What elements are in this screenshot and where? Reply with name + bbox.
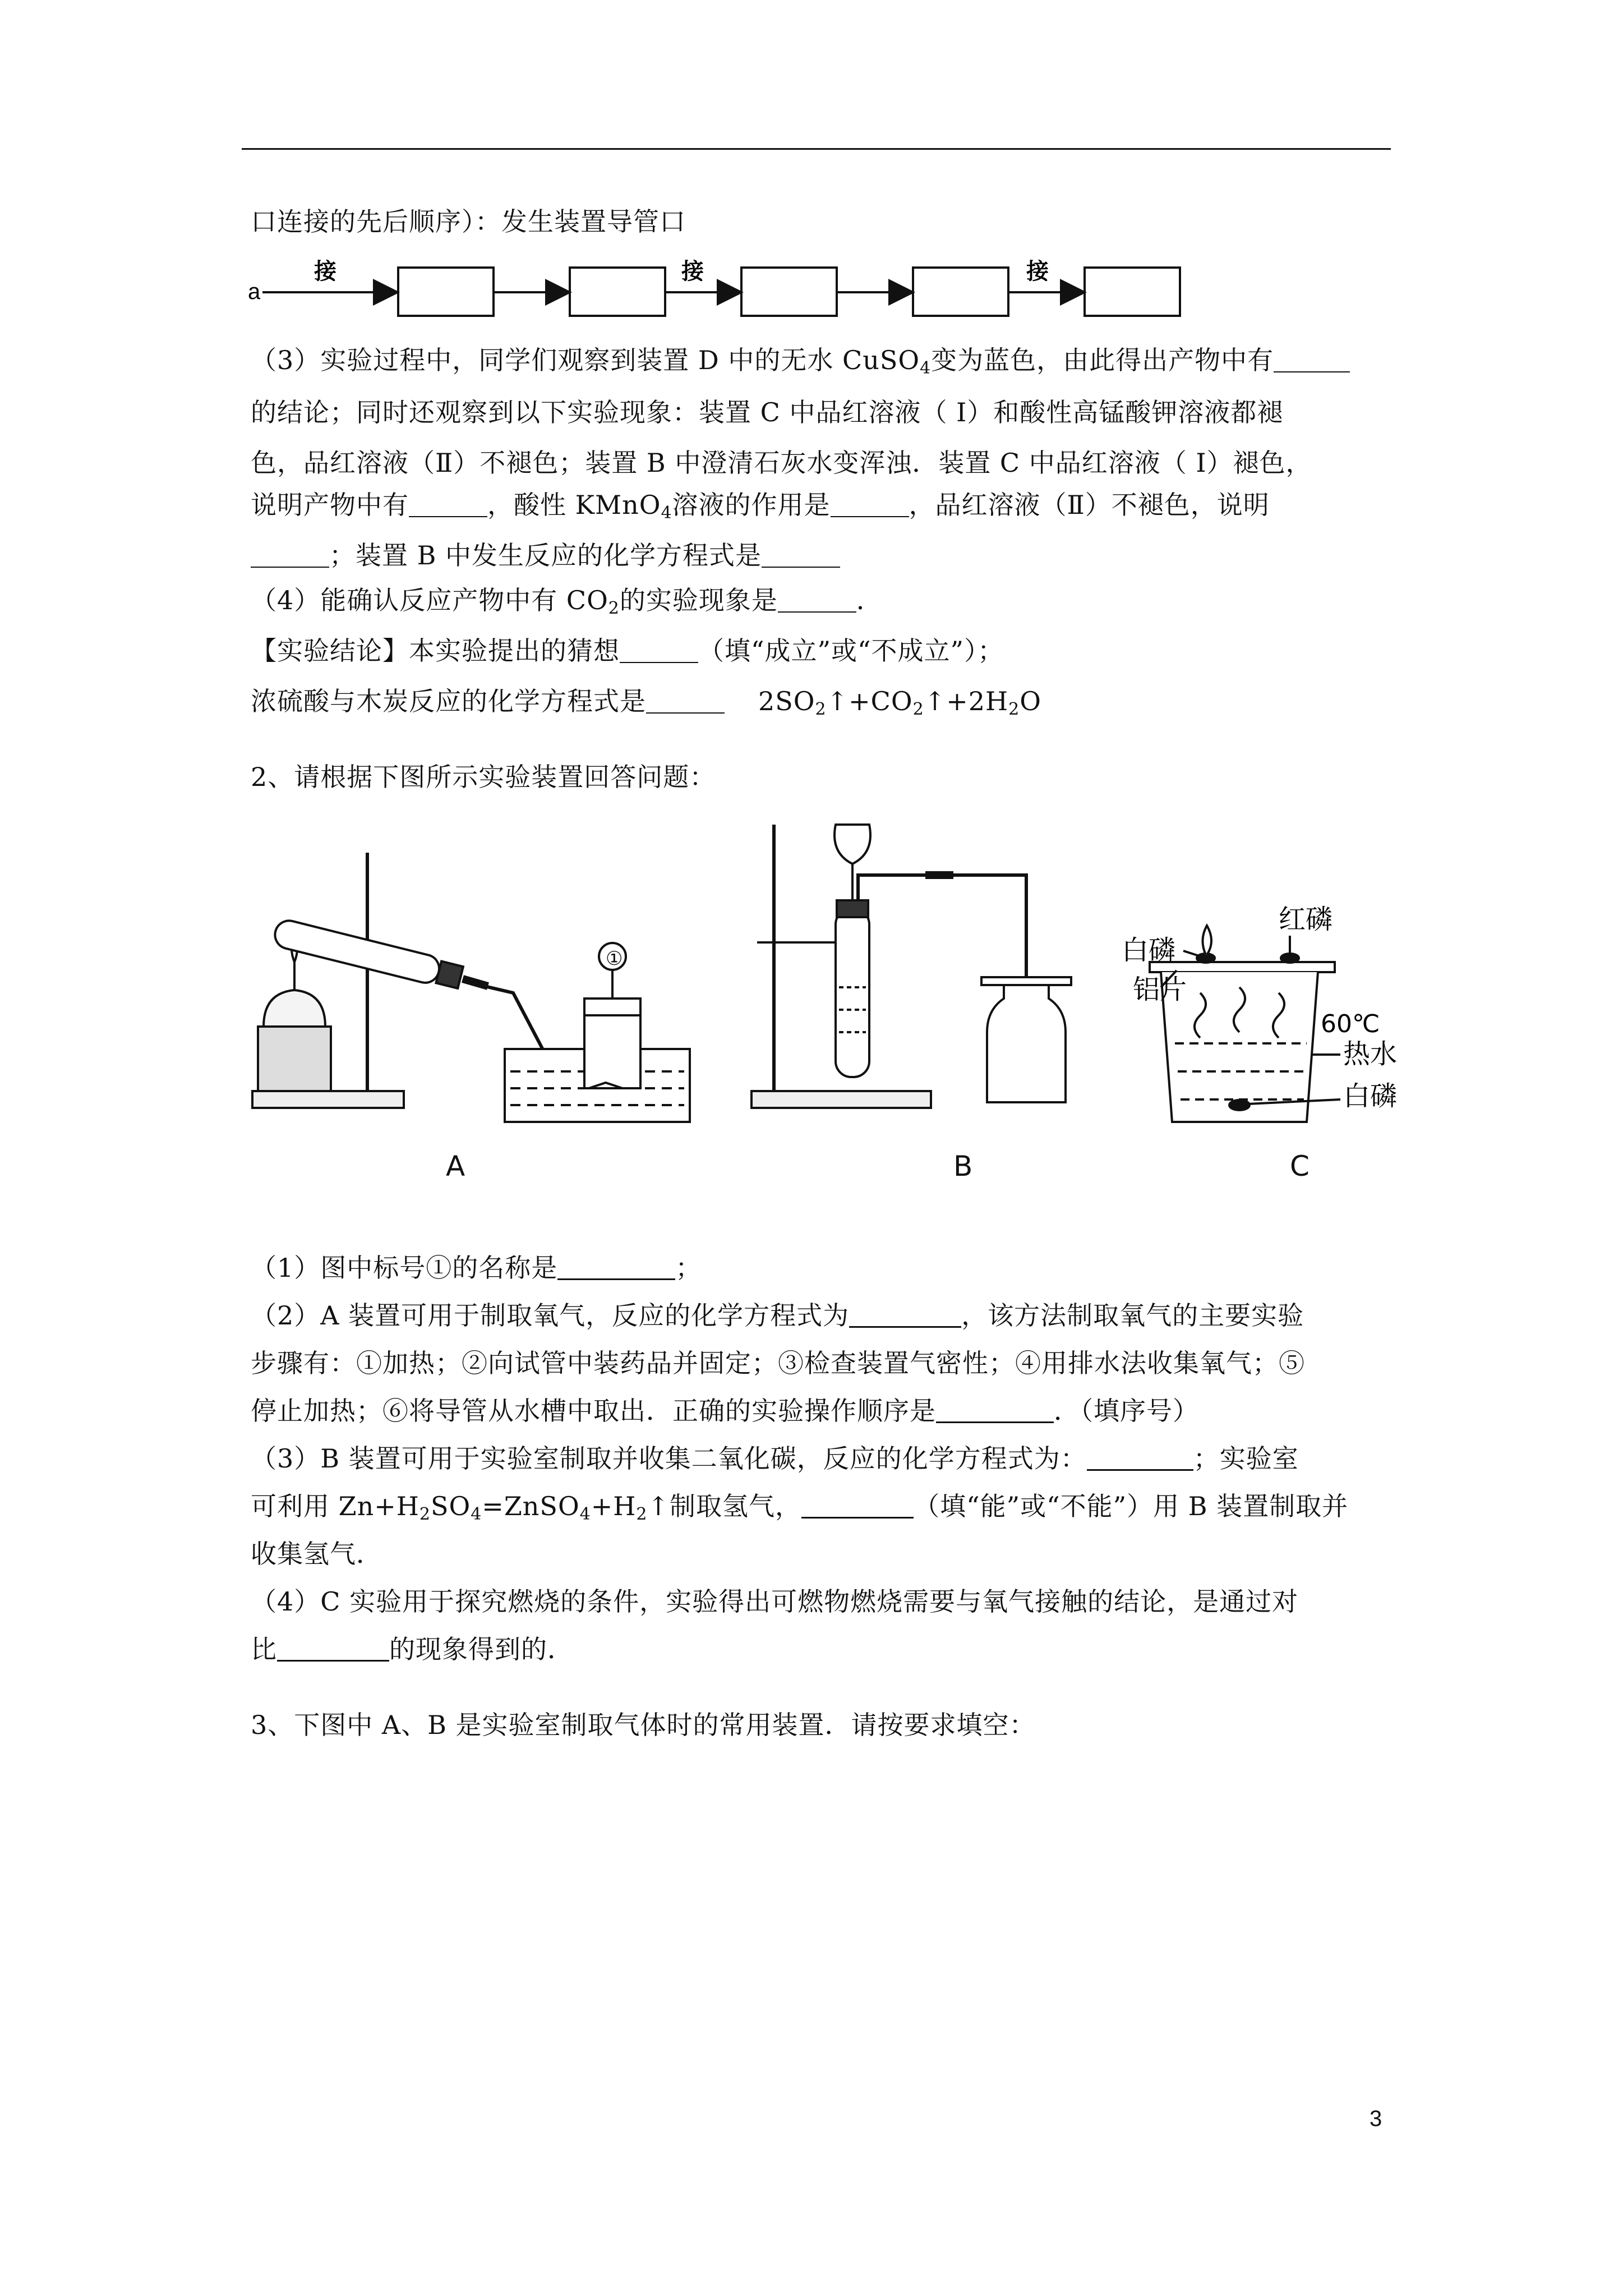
apparatus-b: [751, 825, 1071, 1108]
answer-blank[interactable]: [801, 1492, 914, 1519]
label-white-phosphorus-top: 白磷: [1122, 935, 1176, 966]
apparatus-figure: [241, 808, 1408, 1200]
q2-part-2-line-1: （2）A 装置可用于制取氧气，反应的化学方程式为 ，该方法制取氧气的主要实验: [251, 1300, 1304, 1331]
q2-part-4-line-2: 比 的现象得到的．: [251, 1634, 574, 1664]
apparatus-label-circled: ①: [606, 947, 623, 970]
figure-caption-c: C: [1290, 1150, 1310, 1182]
connection-flow-diagram: [247, 255, 1200, 328]
q2-part-4-line-1: （4）C 实验用于探究燃烧的条件，实验得出可燃物燃烧需要与氧气接触的结论，是通过对: [251, 1586, 1299, 1617]
answer-blank[interactable]: [646, 688, 725, 714]
q1-line-9: 【实验结论】本实验提出的猜想 （填“成立”或“不成立”）；: [251, 636, 1004, 666]
answer-blank[interactable]: [409, 491, 487, 517]
apparatus-a: [252, 853, 690, 1122]
flow-box-2: [570, 268, 665, 316]
answer-blank[interactable]: [620, 637, 698, 663]
q2-part-2-line-2: 步骤有：①加热；②向试管中装药品并固定；③检查装置气密性；④用排水法收集氧气；⑤: [251, 1348, 1305, 1378]
figure-caption-a: A: [446, 1150, 465, 1182]
flow-box-5: [1085, 268, 1180, 316]
answer-blank[interactable]: [831, 491, 909, 517]
flow-box-4: [913, 268, 1008, 316]
answer-blank[interactable]: [849, 1301, 961, 1328]
answer-blank[interactable]: [277, 1635, 389, 1662]
page-number: 3: [1370, 2106, 1382, 2131]
label-temperature: 60℃: [1321, 1010, 1380, 1038]
flow-connect-label-1: 接: [314, 259, 336, 284]
apparatus-c: [1150, 926, 1340, 1122]
q1-line-0: 口连接的先后顺序）：发生装置导管口: [251, 206, 686, 237]
flow-box-1: [398, 268, 494, 316]
answer-blank[interactable]: [778, 587, 856, 613]
q2-part-3-line-1: （3）B 装置可用于实验室制取并收集二氧化碳，反应的化学方程式为： ；实验室: [251, 1443, 1299, 1474]
q3-title: 3、下图中 A、B 是实验室制取气体时的常用装置．请按要求填空：: [251, 1710, 1036, 1740]
flow-connect-label-3: 接: [1026, 259, 1049, 284]
answer-blank[interactable]: [557, 1254, 675, 1280]
q2-title: 2、请根据下图所示实验装置回答问题：: [251, 762, 716, 792]
q1-line-5: 色，品红溶液（Ⅱ）不褪色；装置 B 中澄清石灰水变浑浊．装置 C 中品红溶液（ Ⅰ）褪色，: [251, 448, 1312, 478]
q2-part-3-line-3: 收集氢气．: [251, 1539, 382, 1569]
q1-line-8: （4）能确认反应产物中有 $CO_2$的实验现象是 ．: [251, 585, 883, 618]
label-white-phosphorus-bottom: 白磷: [1343, 1080, 1398, 1112]
answer-blank[interactable]: [1274, 347, 1350, 372]
answer-blank[interactable]: [762, 542, 840, 568]
figure-caption-b: B: [953, 1150, 973, 1182]
flow-start-label: a: [248, 279, 261, 304]
q1-line-7: ；装置 B 中发生反应的化学方程式是: [251, 539, 840, 572]
label-aluminum-sheet: 铝片: [1133, 974, 1187, 1005]
flow-connect-label-2: 接: [681, 259, 704, 284]
answer-blank[interactable]: [251, 542, 329, 568]
q1-line-6: 说明产物中有 ，酸性 KMnO$_4$溶液的作用是 ，品红溶液（Ⅱ）不褪色，说明: [251, 490, 1270, 523]
q2-part-1: （1）图中标号①的名称是 ；: [251, 1253, 702, 1283]
q2-part-2-line-3: 停止加热；⑥将导管从水槽中取出．正确的实验操作顺序是 ．（填序号）: [251, 1396, 1199, 1426]
label-hot-water: 热水: [1343, 1038, 1398, 1070]
q1-line-4: 的结论；同时还观察到以下实验现象：装置 C 中品红溶液（ Ⅰ）和酸性高锰酸钾溶液都褪: [251, 397, 1284, 427]
answer-blank[interactable]: [1087, 1444, 1193, 1471]
q1-line-10: 浓硫酸与木炭反应的化学方程式是 $2SO_2↑+CO_2↑+2H_2O$: [251, 686, 1041, 719]
header-rule: [242, 148, 1391, 150]
q2-part-3-line-2: 可利用 $Zn+H_2SO_4=ZnSO_4+H_2↑$制取氢气， （填“能”或“不能”）用 B 装置制取并: [251, 1491, 1349, 1524]
answer-blank[interactable]: [936, 1397, 1054, 1423]
q1-line-3: （3）实验过程中，同学们观察到装置 D 中的无水 CuSO$_4$变为蓝色，由此得出产物中有: [251, 343, 1350, 377]
flow-box-3: [741, 268, 837, 316]
label-red-phosphorus: 红磷: [1279, 904, 1333, 935]
